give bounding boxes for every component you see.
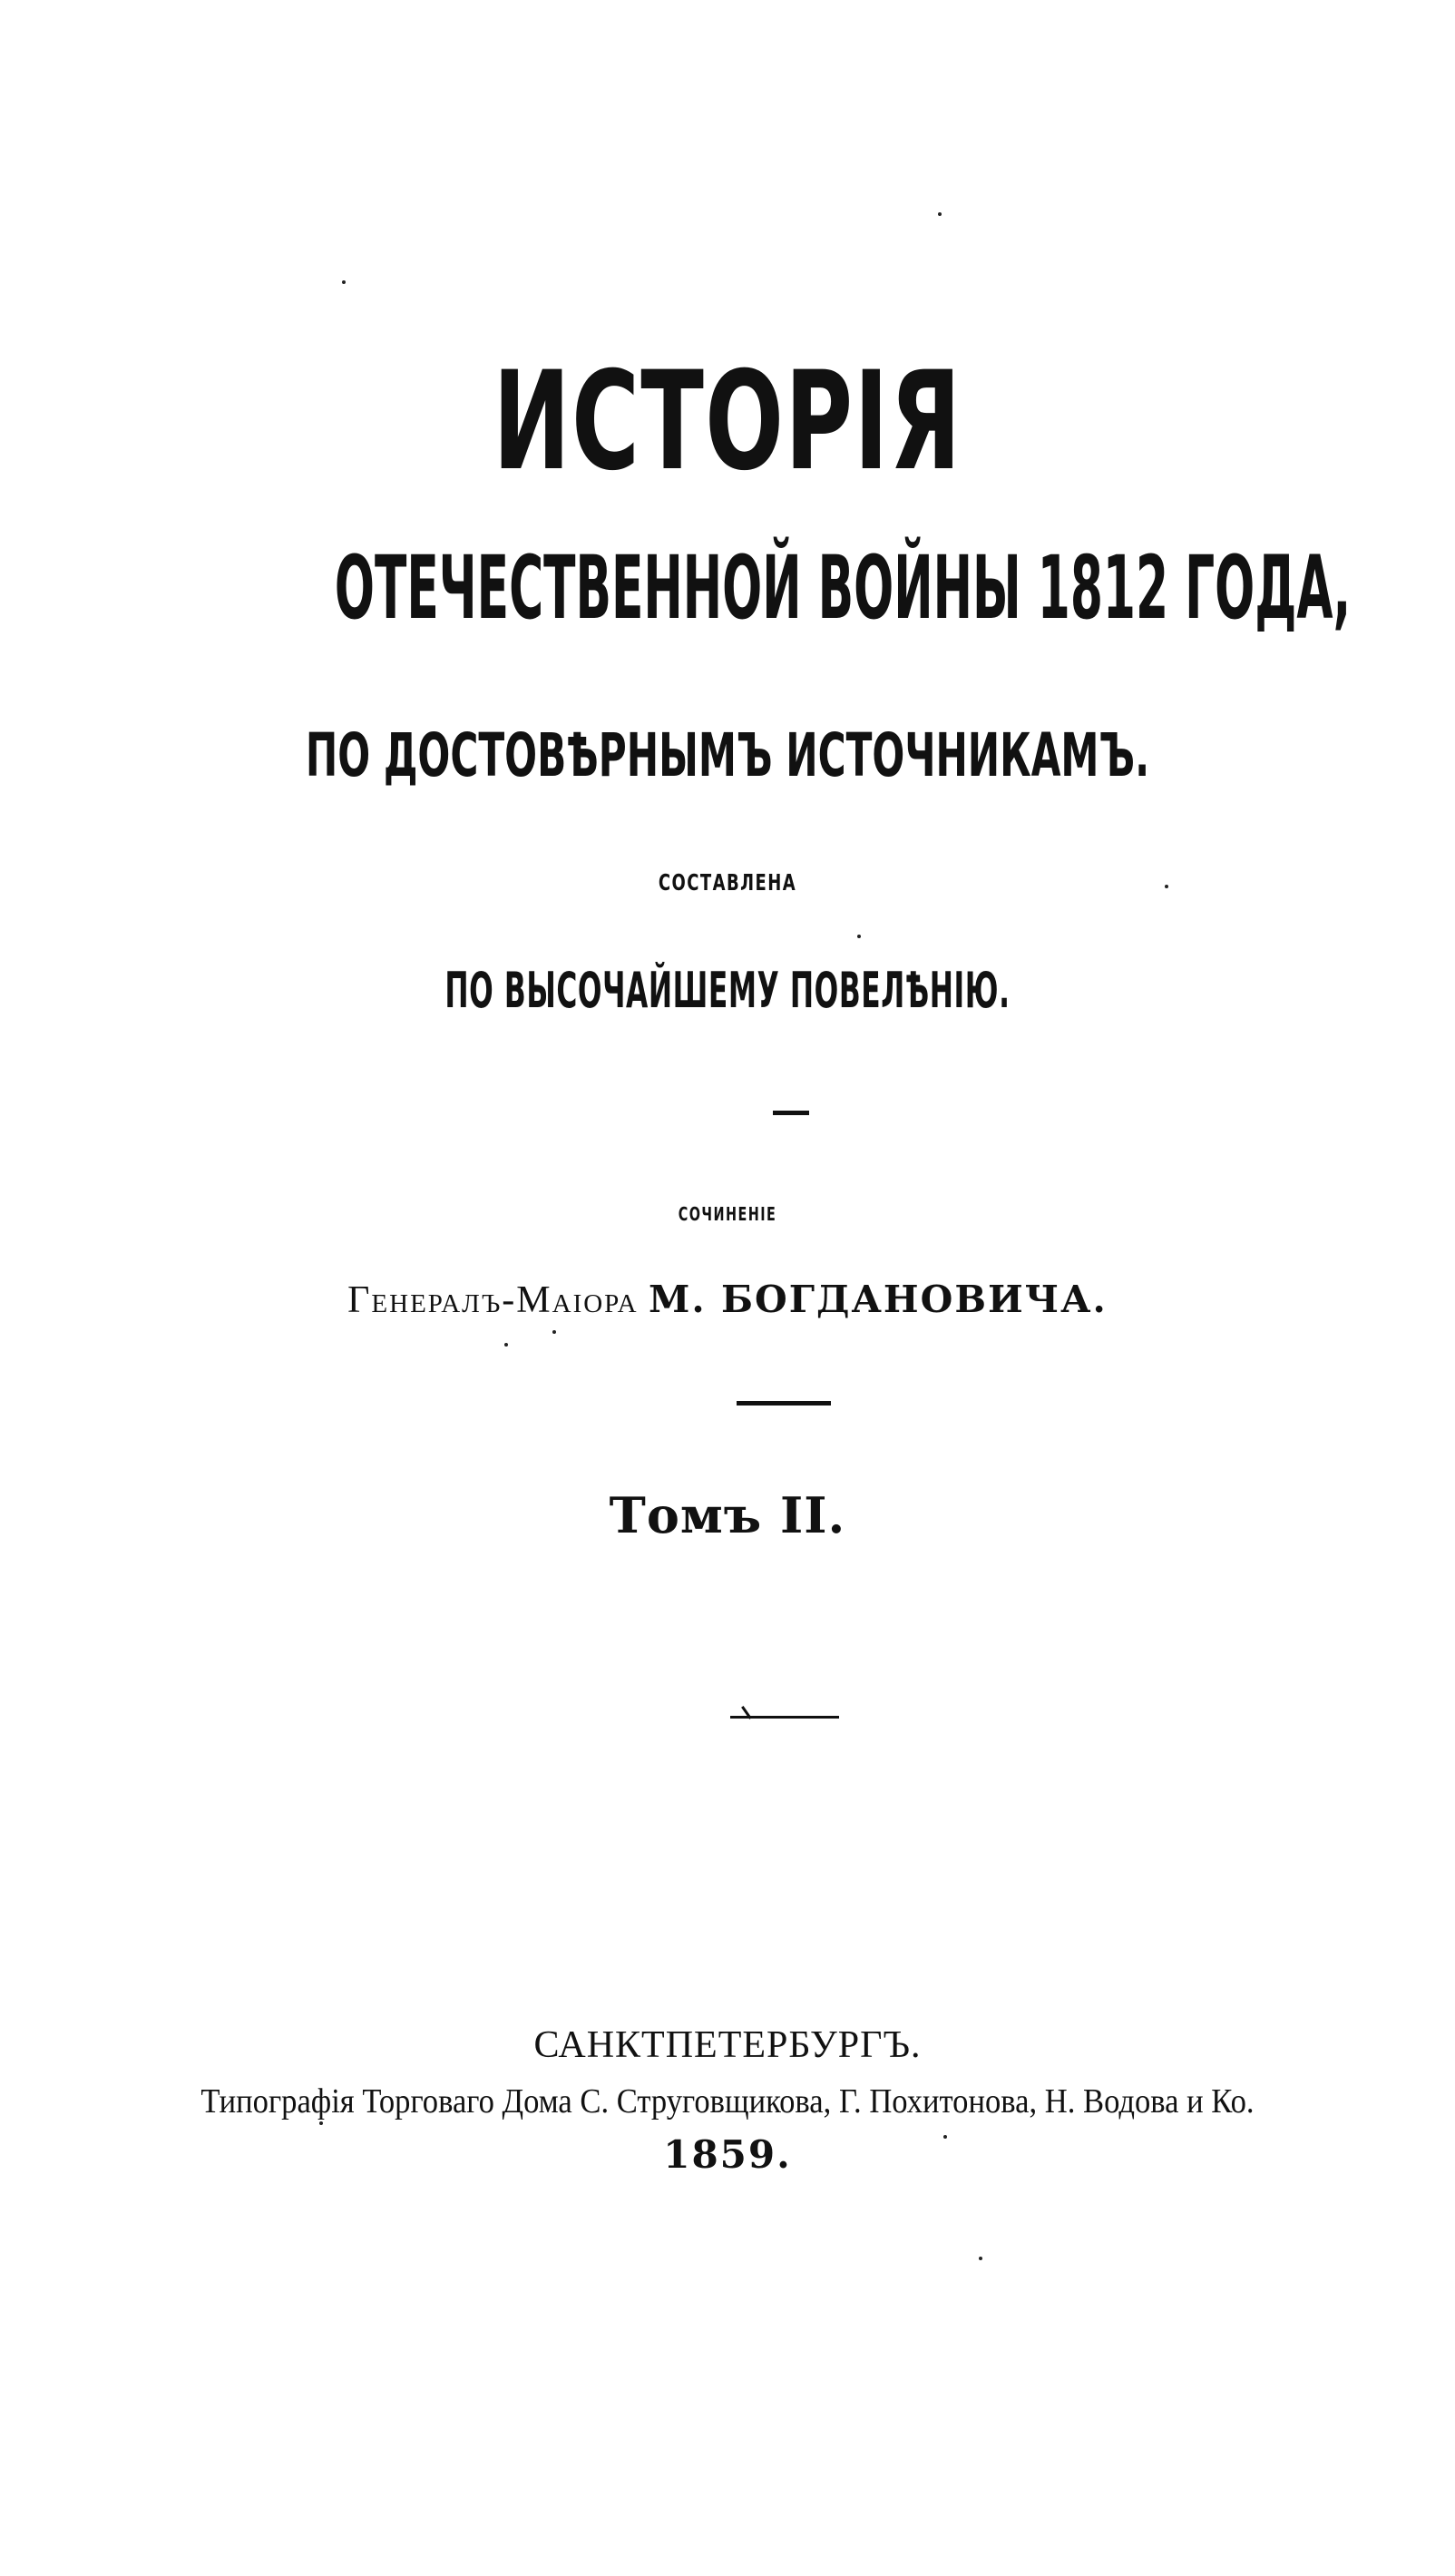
- command-line: ПО ВЫСОЧАЙШЕМУ ПОВЕЛѢНІЮ.: [444, 962, 1011, 1019]
- volume-label: Томъ II.: [609, 1486, 846, 1544]
- divider-short: [773, 1111, 809, 1115]
- imprint-year: 1859.: [663, 2132, 792, 2177]
- paper-speck: [342, 280, 346, 284]
- paper-speck: [504, 1343, 508, 1347]
- imprint-city: САНКТПЕТЕРБУРГЪ.: [533, 2024, 922, 2066]
- author-rank: Генералъ-Маіора: [347, 1279, 639, 1321]
- paper-speck: [1165, 885, 1168, 888]
- book-subtitle: ОТЕЧЕСТВЕННОЙ ВОЙНЫ 1812 ГОДА,: [334, 537, 1352, 639]
- author-line: [0, 1279, 1455, 1320]
- paper-speck: [943, 2135, 947, 2139]
- work-line: СОЧИНЕНІЕ: [678, 1203, 777, 1225]
- paper-speck: [319, 2121, 323, 2125]
- author-name: М. БОГДАНОВИЧА.: [649, 1278, 1108, 1321]
- divider-medium: [737, 1401, 831, 1406]
- paper-speck: [552, 1330, 556, 1334]
- imprint-press: Типографія Торговаго Дома С. Струговщикова, Г. Похитонова, Н. Водова и Ко.: [200, 2082, 1255, 2121]
- book-title: ИСТОРІЯ: [493, 343, 962, 501]
- paper-speck: [857, 935, 861, 938]
- paper-speck: [938, 212, 942, 216]
- sources-line: ПО ДОСТОВѢРНЫМЪ ИСТОЧНИКАМЪ.: [305, 720, 1150, 790]
- paper-speck: [979, 2257, 982, 2260]
- compiled-line: СОСТАВЛЕНА: [658, 869, 797, 896]
